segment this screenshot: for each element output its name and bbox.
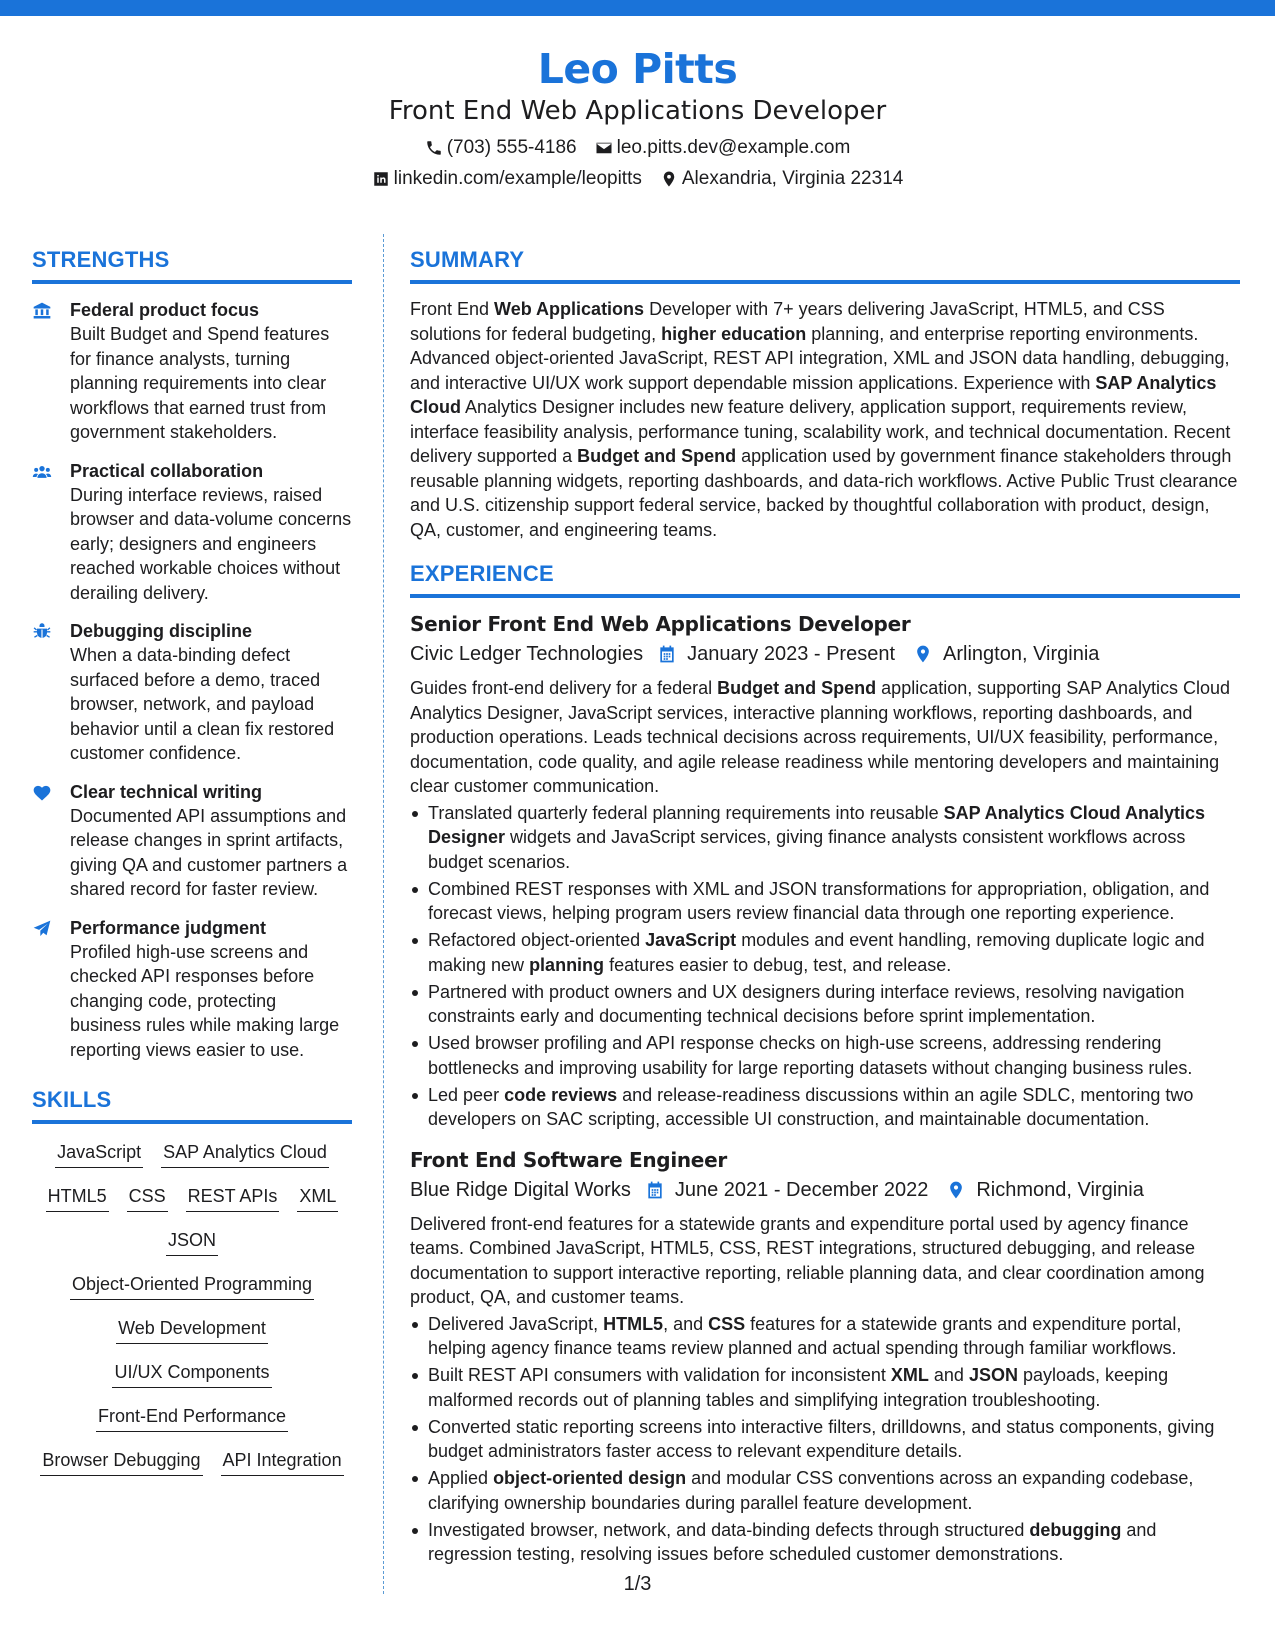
skill-tag: Object-Oriented Programming <box>70 1270 314 1300</box>
job-location: Arlington, Virginia <box>943 643 1100 665</box>
calendar-icon <box>657 644 677 664</box>
job-bullet: Refactored object-oriented JavaScript modules and event handling, removing duplicate logic and making new planning features easier to debug, test, and release. <box>410 928 1240 977</box>
candidate-title: Front End Web Applications Developer <box>388 96 887 126</box>
users-icon <box>32 462 52 482</box>
strength-item <box>32 619 352 766</box>
map-pin-icon <box>660 170 678 188</box>
skill-tag: SAP Analytics Cloud <box>161 1138 329 1168</box>
strength-item <box>32 916 352 1063</box>
skill-tag: API Integration <box>221 1446 344 1476</box>
skill-tag: UI/UX Components <box>112 1358 271 1388</box>
summary-heading: SUMMARY <box>410 247 525 272</box>
contact-row-2 <box>0 168 1275 190</box>
skills-list <box>32 1138 352 1476</box>
strength-item <box>32 459 352 606</box>
skill-tag: Browser Debugging <box>40 1446 202 1476</box>
location-contact <box>660 168 903 190</box>
job-meta <box>410 640 1240 668</box>
phone-text: (703) 555-4186 <box>446 137 577 158</box>
strengths-rule <box>32 280 352 284</box>
job-entry <box>410 610 1240 1132</box>
resume-header <box>0 44 1275 190</box>
envelope-icon <box>595 139 613 157</box>
job-bullet: Applied object-oriented design and modular CSS conventions across an expanding codebase, clarifying ownership boundaries during parallel feature development. <box>410 1466 1240 1515</box>
strength-text: During interface reviews, raised browser and data-volume concerns early; designers and engineers reached workable choices without derailing delivery. <box>70 484 352 603</box>
skill-tag: Web Development <box>116 1314 268 1344</box>
skill-tag: JSON <box>166 1226 218 1256</box>
job-title: Senior Front End Web Applications Developer <box>410 612 911 636</box>
job-title: Front End Software Engineer <box>410 1147 727 1172</box>
job-location: Richmond, Virginia <box>976 1178 1144 1201</box>
strength-text: Profiled high-use screens and checked API responses before changing code, protecting business rules while making large reporting views easier to use. <box>70 941 340 1060</box>
job-bullet: Combined REST responses with XML and JSON transformations for appropriation, obligation, and forecast views, helping program users review financial data through one reporting experience. <box>410 877 1240 926</box>
job-bullet: Used browser profiling and API response checks on high-use screens, addressing rendering bottlenecks and improving usability for large reporting datasets without changing business rules. <box>410 1031 1240 1080</box>
job-bullets <box>410 1312 1240 1567</box>
strength-item <box>32 780 352 902</box>
skill-tag: XML <box>297 1182 338 1212</box>
linkedin-contact[interactable] <box>372 168 642 190</box>
bank-icon <box>32 301 52 321</box>
summary-rule <box>410 280 1240 284</box>
top-accent-bar <box>0 0 1275 16</box>
phone-contact <box>425 137 577 159</box>
job-bullet: Translated quarterly federal planning requirements into reusable SAP Analytics Cloud Analytics Designer widgets and JavaScript services, giving finance analysts consistent workflows across budget scenarios. <box>410 801 1240 875</box>
map-pin-icon <box>913 644 933 664</box>
strength-title: Debugging discipline <box>70 621 253 641</box>
strength-title: Practical collaboration <box>70 460 264 481</box>
skill-tag: REST APIs <box>186 1182 280 1212</box>
job-company: Blue Ridge Digital Works <box>410 1178 631 1201</box>
linkedin-icon <box>372 170 390 188</box>
job-entry <box>410 1146 1240 1567</box>
job-bullets <box>410 801 1240 1132</box>
job-description: Delivered front-end features for a statewide grants and expenditure portal used by agency finance teams. Combined JavaScript, HTML5, CSS, REST integrations, structured debugging, and release documentation to support interactive reporting, reliable planning data, and clear coordination among product, QA, and customer teams. <box>410 1213 1205 1307</box>
calendar-icon <box>645 1180 665 1200</box>
skill-tag: HTML5 <box>46 1182 109 1212</box>
heart-icon <box>32 783 52 803</box>
skill-tag: Front-End Performance <box>96 1402 288 1432</box>
strength-text: Documented API assumptions and release changes in sprint artifacts, giving QA and customer partners a shared record for faster review. <box>70 805 348 899</box>
paper-plane-icon <box>32 919 52 939</box>
summary-paragraph: Front End Web Applications Developer with 7+ years delivering JavaScript, HTML5, and CSS solutions for federal budgeting, higher education planning, and enterprise reporting environments. Advanced object-oriented JavaScript, REST API integration, XML and JSON data handling, debugging, and interactive UI/UX work support dependable mission applications. Experience with SAP Analytics Cloud Analytics Designer includes new feature delivery, application support, requirements review, interface feasibility analysis, performance tuning, scalability work, and technical documentation. Recent delivery supported a Budget and Spend application used by government finance stakeholders through reusable planning widgets, reporting dashboards, and data-rich workflows. Active Public Trust clearance and U.S. citizenship support federal service, backed by thoughtful collaboration with product, design, QA, customer, and engineering teams. <box>410 299 1238 540</box>
job-description: Guides front-end delivery for a federal Budget and Spend application, supporting SAP Analytics Cloud Analytics Designer, JavaScript services, interactive planning workflows, reporting dashboards, and production operations. Leads technical decisions across requirements, UI/UX feasibility, performance, documentation, code quality, and agile release readiness while mentoring developers and maintaining clear customer communication. <box>410 678 1231 796</box>
strength-item <box>32 298 352 445</box>
job-dates: June 2021 - December 2022 <box>674 1178 929 1201</box>
job-bullet: Partnered with product owners and UX designers during interface reviews, resolving navigation constraints early and documenting technical decisions before sprint implementation. <box>410 980 1240 1029</box>
page-number: 1/3 <box>623 1573 652 1595</box>
strength-text: When a data-binding defect surfaced before a demo, traced browser, network, and payload behavior until a clean fix restored customer confidence. <box>70 645 335 763</box>
column-divider <box>383 234 384 1594</box>
location-text: Alexandria, Virginia 22314 <box>681 168 904 189</box>
email-text[interactable]: leo.pitts.dev@example.com <box>616 137 851 158</box>
map-pin-icon <box>946 1180 966 1200</box>
right-column <box>410 246 1240 1569</box>
experience-rule <box>410 594 1240 598</box>
bug-icon <box>32 622 52 642</box>
skills-heading: SKILLS <box>32 1087 112 1112</box>
linkedin-text[interactable]: linkedin.com/example/leopitts <box>393 168 642 189</box>
experience-heading: EXPERIENCE <box>410 561 554 586</box>
skill-tag: JavaScript <box>55 1138 143 1168</box>
strength-title: Federal product focus <box>70 300 260 320</box>
strength-text: Built Budget and Spend features for finance analysts, turning planning requirements into clear workflows that earned trust from government stakeholders. <box>70 324 330 442</box>
job-bullet: Converted static reporting screens into interactive filters, drilldowns, and status components, giving budget administrators faster access to relevant expenditure details. <box>410 1415 1240 1464</box>
strengths-heading: STRENGTHS <box>32 247 170 272</box>
email-contact[interactable] <box>595 137 851 159</box>
strength-title: Performance judgment <box>70 917 267 938</box>
job-bullet: Delivered JavaScript, HTML5, and CSS features for a statewide grants and expenditure portal, helping agency finance teams review planned and actual spending through familiar workflows. <box>410 1312 1240 1361</box>
job-meta <box>410 1176 1240 1204</box>
skills-rule <box>32 1120 352 1124</box>
job-bullet: Investigated browser, network, and data-binding defects through structured debugging and regression testing, resolving issues before scheduled customer demonstrations. <box>410 1518 1240 1567</box>
strength-title: Clear technical writing <box>70 781 263 802</box>
job-dates: January 2023 - Present <box>687 643 896 665</box>
job-bullet: Led peer code reviews and release-readiness discussions within an agile SDLC, mentoring two developers on SAC scripting, accessible UI construction, and maintainable documentation. <box>410 1083 1240 1132</box>
left-column <box>32 246 352 1490</box>
job-bullet: Built REST API consumers with validation for inconsistent XML and JSON payloads, keeping malformed records out of planning tables and simplifying integration troubleshooting. <box>410 1363 1240 1412</box>
job-company: Civic Ledger Technologies <box>410 643 644 665</box>
skill-tag: CSS <box>127 1182 168 1212</box>
phone-icon <box>425 139 443 157</box>
contact-row-1 <box>0 137 1275 159</box>
candidate-name: Leo Pitts <box>537 45 738 93</box>
